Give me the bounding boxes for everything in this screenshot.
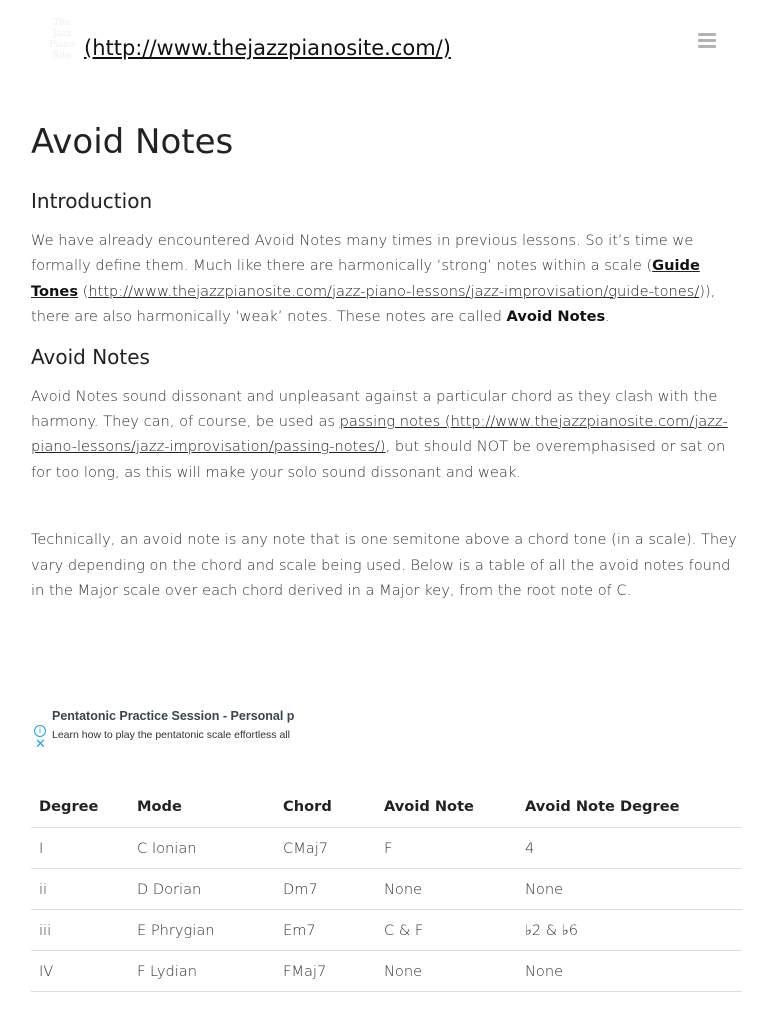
table-cell: ♭2 & ♭6 bbox=[517, 910, 742, 951]
ad-title[interactable]: Pentatonic Practice Session - Personal p bbox=[52, 709, 295, 724]
table-cell: IV bbox=[31, 951, 129, 992]
intro-text: . bbox=[605, 308, 610, 326]
table-cell: E Phrygian bbox=[129, 910, 275, 951]
table-row bbox=[31, 951, 742, 992]
table-cell: I bbox=[31, 828, 129, 869]
ad-description[interactable]: Learn how to play the pentatonic scale effortless all bbox=[52, 729, 290, 742]
avoid-notes-table bbox=[31, 785, 742, 992]
intro-text: )), there are also harmonically ‘weak’ notes. These notes are called bbox=[31, 282, 716, 326]
hamburger-menu-icon[interactable] bbox=[698, 33, 716, 48]
intro-text: We have already encountered Avoid Notes many times in previous lessons. So it’s time we formally define them. Much like there are harmonically ‘strong’ notes within a scale ( bbox=[31, 232, 694, 275]
logo-line: Jazz bbox=[52, 29, 72, 39]
table-cell: ii bbox=[31, 869, 129, 910]
para-text: , but should NOT be overemphasised or sat on for too long, as this will make your solo sound dissonant and weak. bbox=[31, 438, 726, 481]
article-content bbox=[0, 122, 768, 992]
table-row bbox=[31, 910, 742, 951]
close-icon[interactable]: ✕ bbox=[35, 737, 46, 753]
menu-bar bbox=[698, 39, 716, 42]
passing-notes-link[interactable]: passing notes (http://www.thejazzpianosite.com/jazz-piano-lessons/jazz-improvisation/passing-notes/) bbox=[31, 413, 728, 456]
info-icon[interactable]: i bbox=[34, 725, 46, 737]
technical-paragraph: Technically, an avoid note is any note that is one semitone above a chord tone (in a scale). They vary depending on the chord and scale being used. Below is a table of all the avoid notes found in the Major scale over each chord derived in a Major key, from the root note of C. bbox=[31, 531, 737, 600]
table-cell: CMaj7 bbox=[275, 828, 376, 869]
section-heading-introduction: Introduction bbox=[31, 189, 153, 213]
table-cell: None bbox=[517, 951, 742, 992]
avoid-notes-paragraph bbox=[31, 384, 737, 486]
table-header-row bbox=[31, 785, 742, 828]
table-cell: None bbox=[517, 869, 742, 910]
guide-tones-label: Guide Tones bbox=[31, 257, 700, 300]
avoid-notes-bold: Avoid Notes bbox=[506, 308, 606, 326]
table-cell: None bbox=[376, 951, 517, 992]
column-header: Avoid Note Degree bbox=[517, 785, 742, 828]
table-cell: 4 bbox=[517, 828, 742, 869]
intro-text: ( bbox=[78, 282, 89, 300]
logo-line: Piano bbox=[49, 40, 75, 50]
section-heading-avoid-notes: Avoid Notes bbox=[31, 344, 150, 369]
logo-line: The bbox=[53, 18, 71, 28]
table-cell: C Ionian bbox=[129, 828, 275, 869]
menu-bar bbox=[698, 33, 716, 36]
column-header: Degree bbox=[31, 785, 129, 828]
site-header bbox=[0, 0, 768, 82]
ad-banner[interactable] bbox=[31, 709, 737, 753]
column-header: Avoid Note bbox=[376, 785, 517, 828]
table-cell: D Dorian bbox=[129, 869, 275, 910]
table-cell: FMaj7 bbox=[275, 951, 376, 992]
column-header: Mode bbox=[129, 785, 275, 828]
table-row bbox=[31, 828, 742, 869]
table-cell: F bbox=[376, 828, 517, 869]
table-cell: Dm7 bbox=[275, 869, 376, 910]
menu-bar bbox=[698, 45, 716, 48]
guide-tones-url-link[interactable]: http://www.thejazzpianosite.com/jazz-piano-lessons/jazz-improvisation/guide-tones/ bbox=[88, 282, 700, 300]
intro-paragraph bbox=[31, 228, 737, 330]
table-cell: Em7 bbox=[275, 910, 376, 951]
page-title: Avoid Notes bbox=[31, 122, 234, 162]
para-text: Avoid Notes sound dissonant and unpleasant against a particular chord as they clash with the harmony. They can, of course, be used as bbox=[31, 387, 718, 431]
table-cell: iii bbox=[31, 910, 129, 951]
table-cell: None bbox=[376, 869, 517, 910]
site-logo[interactable] bbox=[34, 18, 90, 64]
site-home-link[interactable]: (http://www.thejazzpianosite.com/) bbox=[84, 36, 451, 60]
table-row bbox=[31, 869, 742, 910]
logo-line: Site bbox=[53, 51, 71, 61]
table-cell: C & F bbox=[376, 910, 517, 951]
column-header: Chord bbox=[275, 785, 376, 828]
table-cell: F Lydian bbox=[129, 951, 275, 992]
